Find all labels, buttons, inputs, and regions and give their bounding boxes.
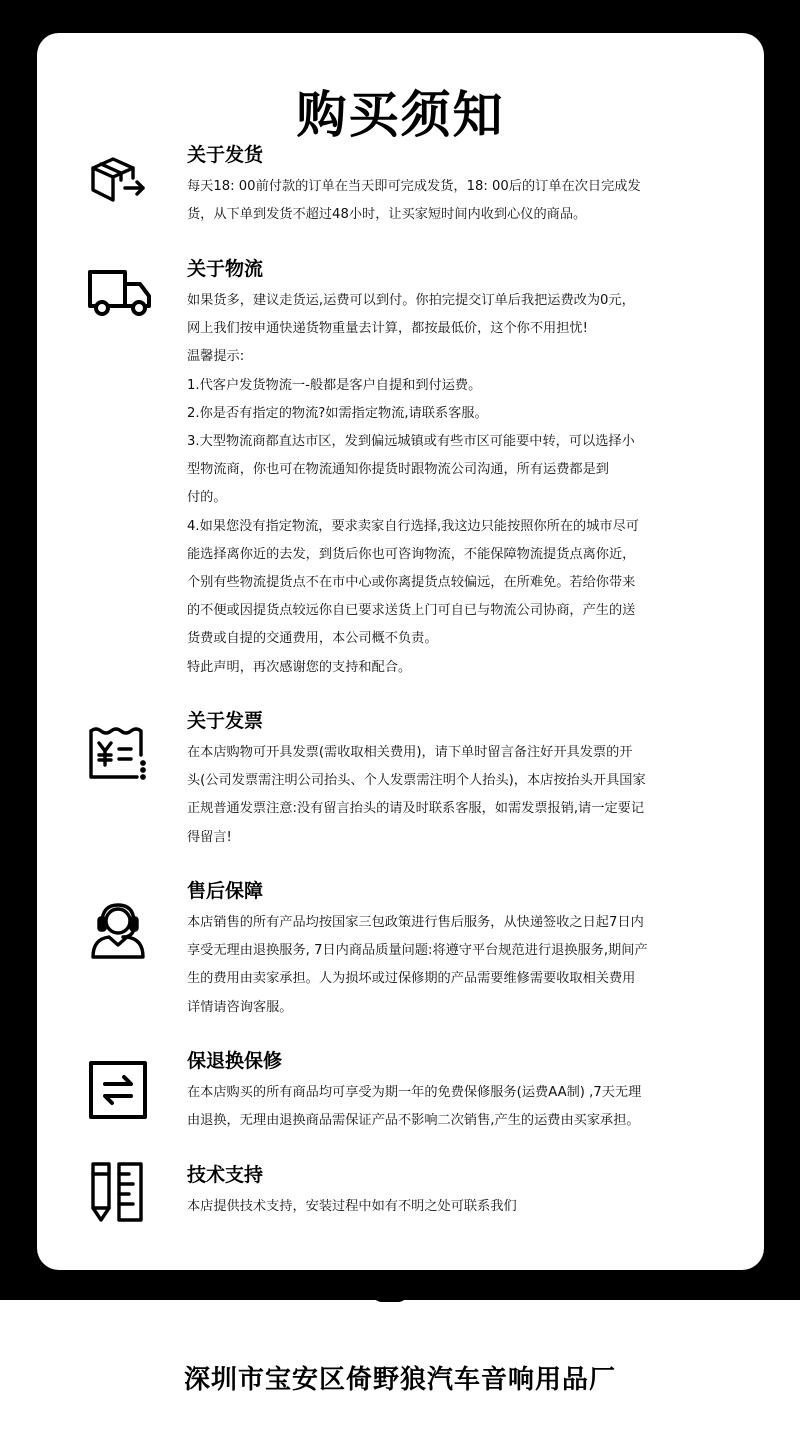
text-line: 由退换，无理由退换商品需保证产品不影响二次销售,产生的运费由买家承担。 — [187, 1113, 640, 1129]
section-title: 保退换保修 — [187, 1050, 283, 1072]
page-title: 购买须知 — [296, 86, 505, 144]
text-line: 3.大型物流商都直达市区，发到偏远城镇或有些市区可能要中转，可以选择小 — [187, 434, 635, 450]
text-line: 本店提供技术支持，安装过程中如有不明之处可联系我们 — [187, 1199, 517, 1214]
text-line: 网上我们按申通快递货物重量去计算，都按最低价，这个你不用担忧! — [187, 321, 588, 337]
background-decoration — [372, 1292, 408, 1302]
text-line: 货费或自提的交通费用，本公司概不负责。 — [187, 631, 438, 647]
text-line: 4.如果您没有指定物流，要求卖家自行选择,我这边只能按照你所在的城市尽可 — [187, 518, 639, 534]
company-name: 深圳市宝安区倚野狼汽车音响用品厂 — [183, 1365, 616, 1395]
text-line: 在本店购买的所有商品均可享受为期一年的免费保修服务(运费AA制) ,7天无理 — [187, 1085, 642, 1100]
truck-icon — [85, 260, 155, 322]
text-line: 详情请咨询客服。 — [187, 999, 293, 1015]
text-line: 付的。 — [187, 490, 227, 506]
exchange-icon — [87, 1059, 149, 1121]
customer-service-icon — [87, 899, 149, 961]
text-line: 1.代客户发货物流一-般都是客户自提和到付运费。 — [187, 377, 482, 393]
text-line: 头(公司发票需注明公司抬头、个人发票需注明个人抬头)，本店按抬头开具国家 — [187, 773, 646, 789]
text-line: 能选择离你近的去发，到货后你也可咨询物流，不能保障物流提货点离你近， — [187, 546, 636, 562]
text-line: 特此声明，再次感谢您的支持和配合。 — [187, 659, 412, 675]
section-content — [187, 143, 732, 229]
text-line: 正规普通发票注意:没有留言抬头的请及时联系客服，如需发票报销,请一定要记 — [187, 801, 645, 817]
section-content — [187, 257, 732, 682]
section-content — [187, 1163, 732, 1221]
section-title: 关于发货 — [187, 144, 264, 166]
text-line: 得留言! — [187, 829, 232, 845]
text-line: 享受无理由退换服务, 7日内商品质量问题:将遵守平台规范进行退换服务,期间产 — [187, 943, 648, 959]
pencil-ruler-icon — [87, 1160, 149, 1222]
text-line: 每天18: 00前付款的订单在当天即可完成发货，18: 00后的订单在次日完成发 — [187, 179, 641, 194]
text-line: 2.你是否有指定的物流?如需指定物流,请联系客服。 — [187, 405, 488, 421]
text-line: 温馨提示: — [187, 349, 245, 365]
section-content — [187, 1049, 732, 1135]
text-line: 生的费用由卖家承担。人为损坏或过保修期的产品需要维修需要收取相关费用 — [187, 971, 636, 987]
text-line: 型物流商，你也可在物流通知你提货时跟物流公司沟通，所有运费都是到 — [187, 462, 609, 478]
invoice-icon — [87, 725, 149, 787]
text-line: 如果货多，建议走货运,运费可以到付。你拍完提交订单后我把运费改为0元， — [187, 293, 635, 308]
section-title: 关于物流 — [187, 258, 264, 280]
section-title: 售后保障 — [187, 880, 264, 902]
text-line: 在本店购物可开具发票(需收取相关费用)，请下单时留言备注好开具发票的开 — [187, 745, 633, 760]
text-line: 个别有些物流提货点不在市中心或你离提货点较偏远，在所难免。若给你带来 — [187, 575, 636, 591]
section-content — [187, 709, 732, 852]
section-title: 关于发票 — [187, 710, 264, 732]
section-title: 技术支持 — [187, 1164, 264, 1186]
text-line: 本店销售的所有产品均按国家三包政策进行售后服务，从快递签收之日起7日内 — [187, 915, 644, 930]
text-line: 的不便或因提货点较远你自已要求送货上门可自已与物流公司协商，产生的送 — [187, 603, 636, 619]
section-content — [187, 879, 732, 1022]
text-line: 货，从下单到发货不超过48小时，让买家短时间内收到心仪的商品。 — [187, 207, 587, 223]
package-delivery-icon — [87, 148, 149, 210]
notice-card — [37, 33, 764, 1270]
